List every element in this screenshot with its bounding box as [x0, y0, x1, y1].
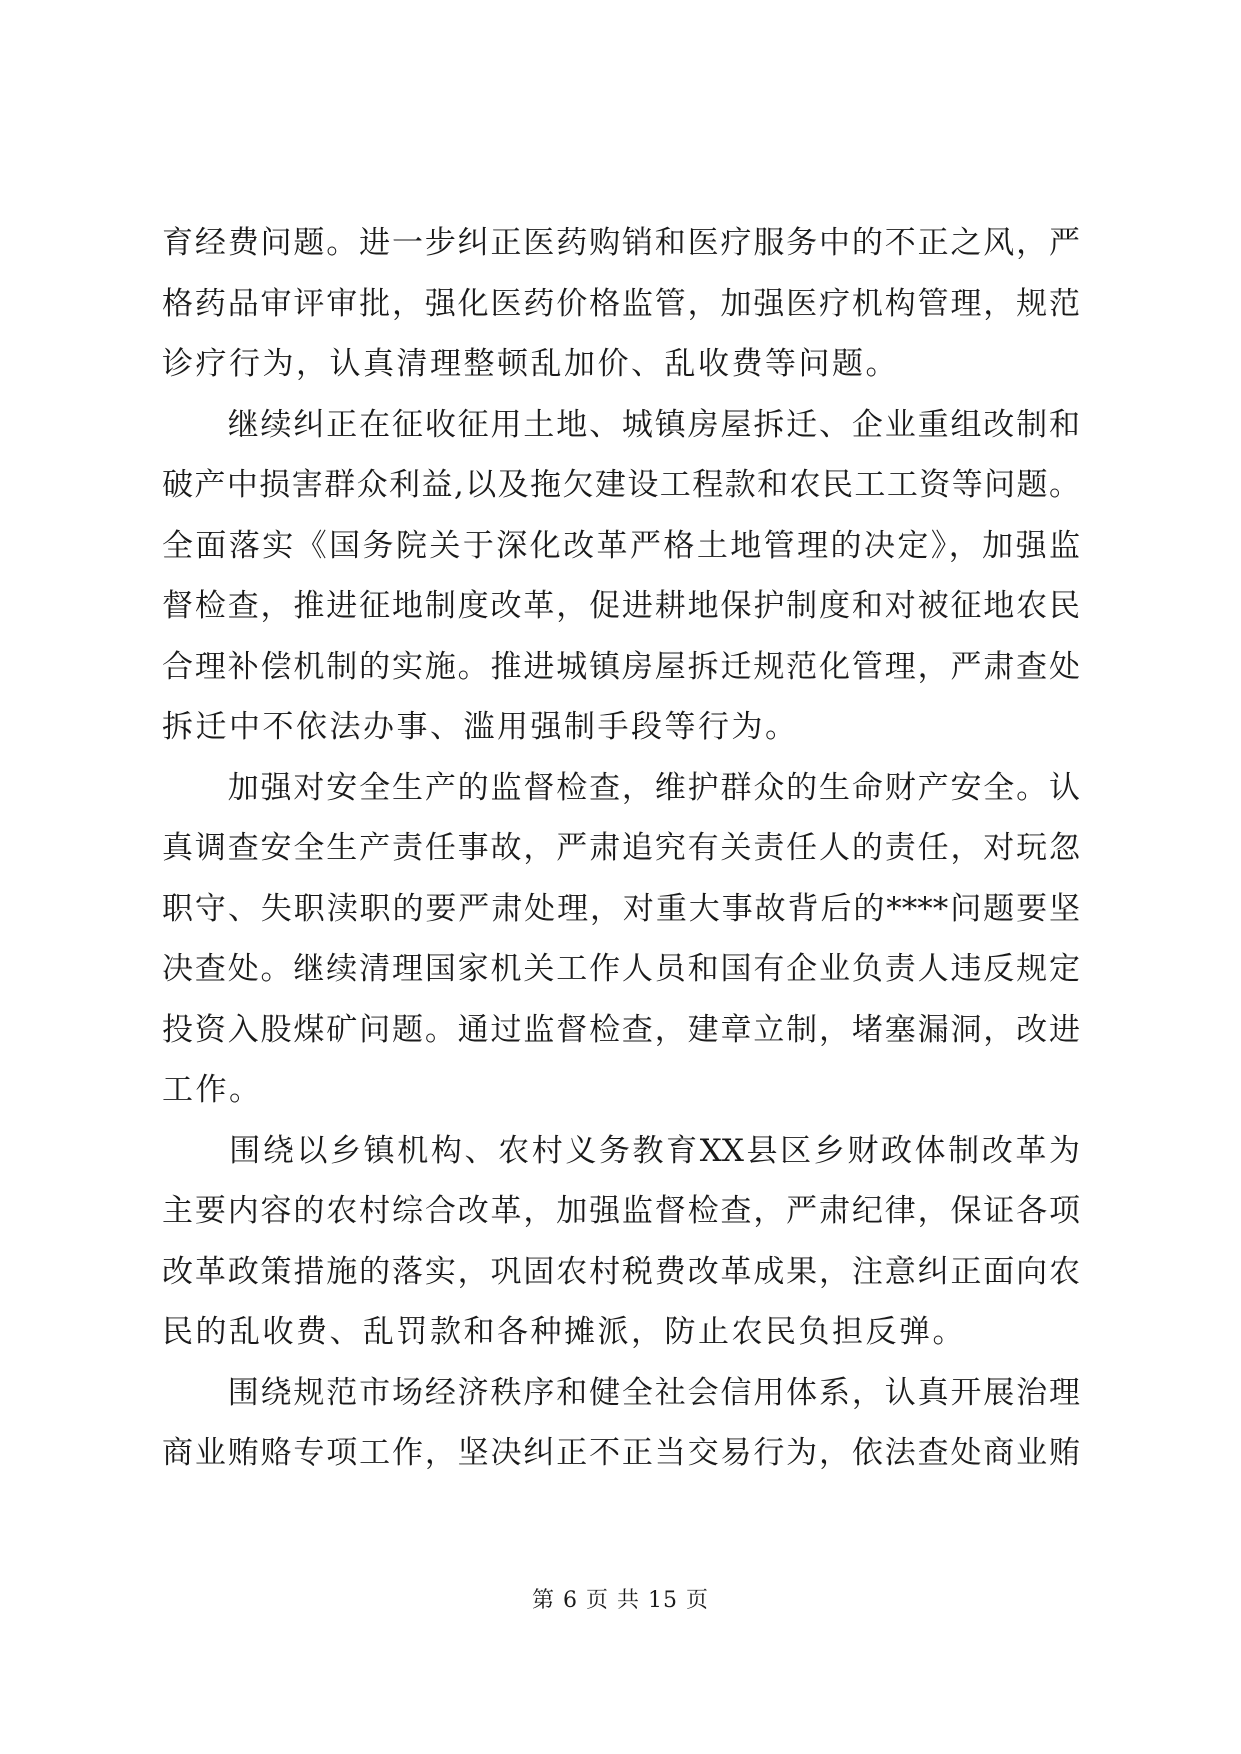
- text-line: 改革政策措施的落实，巩固农村税费改革成果，注意纠正面向农: [162, 1253, 1080, 1290]
- text-line: 格药品审评审批，强化医药价格监管，加强医疗机构管理，规范: [162, 285, 1080, 322]
- text-line: 投资入股煤矿问题。通过监督检查，建章立制，堵塞漏洞，改进: [162, 1011, 1080, 1048]
- text-line: 决查处。继续清理国家机关工作人员和国有企业负责人违反规定: [162, 951, 1080, 987]
- text-line: 商业贿赂专项工作，坚决纠正不正当交易行为，依法查处商业贿: [162, 1435, 1080, 1471]
- text-line: 破产中损害群众利益,以及拖欠建设工程款和农民工工资等问题。: [162, 467, 1080, 503]
- text-line: 全面落实《国务院关于深化改革严格土地管理的决定》，加强监: [162, 527, 1080, 564]
- page-number-footer: 第 6 页 共 15 页: [532, 1588, 709, 1613]
- text-line: 民的乱收费、乱罚款和各种摊派，防止农民负担反弹。: [162, 1314, 966, 1350]
- text-line: 督检查，推进征地制度改革，促进耕地保护制度和对被征地农民: [162, 588, 1080, 624]
- document-body: [162, 222, 1080, 1493]
- text-line: 拆迁中不依法办事、滥用强制手段等行为。: [162, 709, 799, 745]
- text-line: 合理补偿机制的实施。推进城镇房屋拆迁规范化管理，严肃查处: [162, 648, 1080, 685]
- text-line: 真调查安全生产责任事故，严肃追究有关责任人的责任，对玩忽: [162, 830, 1080, 866]
- paragraph-start-line: 继续纠正在征收征用土地、城镇房屋拆迁、企业重组改制和: [162, 406, 1080, 443]
- paragraph-start-line: 围绕规范市场经济秩序和健全社会信用体系，认真开展治理: [162, 1374, 1080, 1411]
- paragraph-start-line: 加强对安全生产的监督检查，维护群众的生命财产安全。认: [162, 769, 1080, 806]
- text-line: 育经费问题。进一步纠正医药购销和医疗服务中的不正之风，严: [162, 225, 1080, 261]
- text-line: 主要内容的农村综合改革，加强监督检查，严肃纪律，保证各项: [162, 1193, 1080, 1229]
- text-line: 工作。: [162, 1072, 263, 1108]
- text-line: 职守、失职渎职的要严肃处理，对重大事故背后的****问题要坚: [162, 890, 1080, 927]
- paragraph-start-line: 围绕以乡镇机构、农村义务教育XX县区乡财政体制改革为: [162, 1132, 1080, 1169]
- text-line: 诊疗行为，认真清理整顿乱加价、乱收费等问题。: [162, 346, 899, 382]
